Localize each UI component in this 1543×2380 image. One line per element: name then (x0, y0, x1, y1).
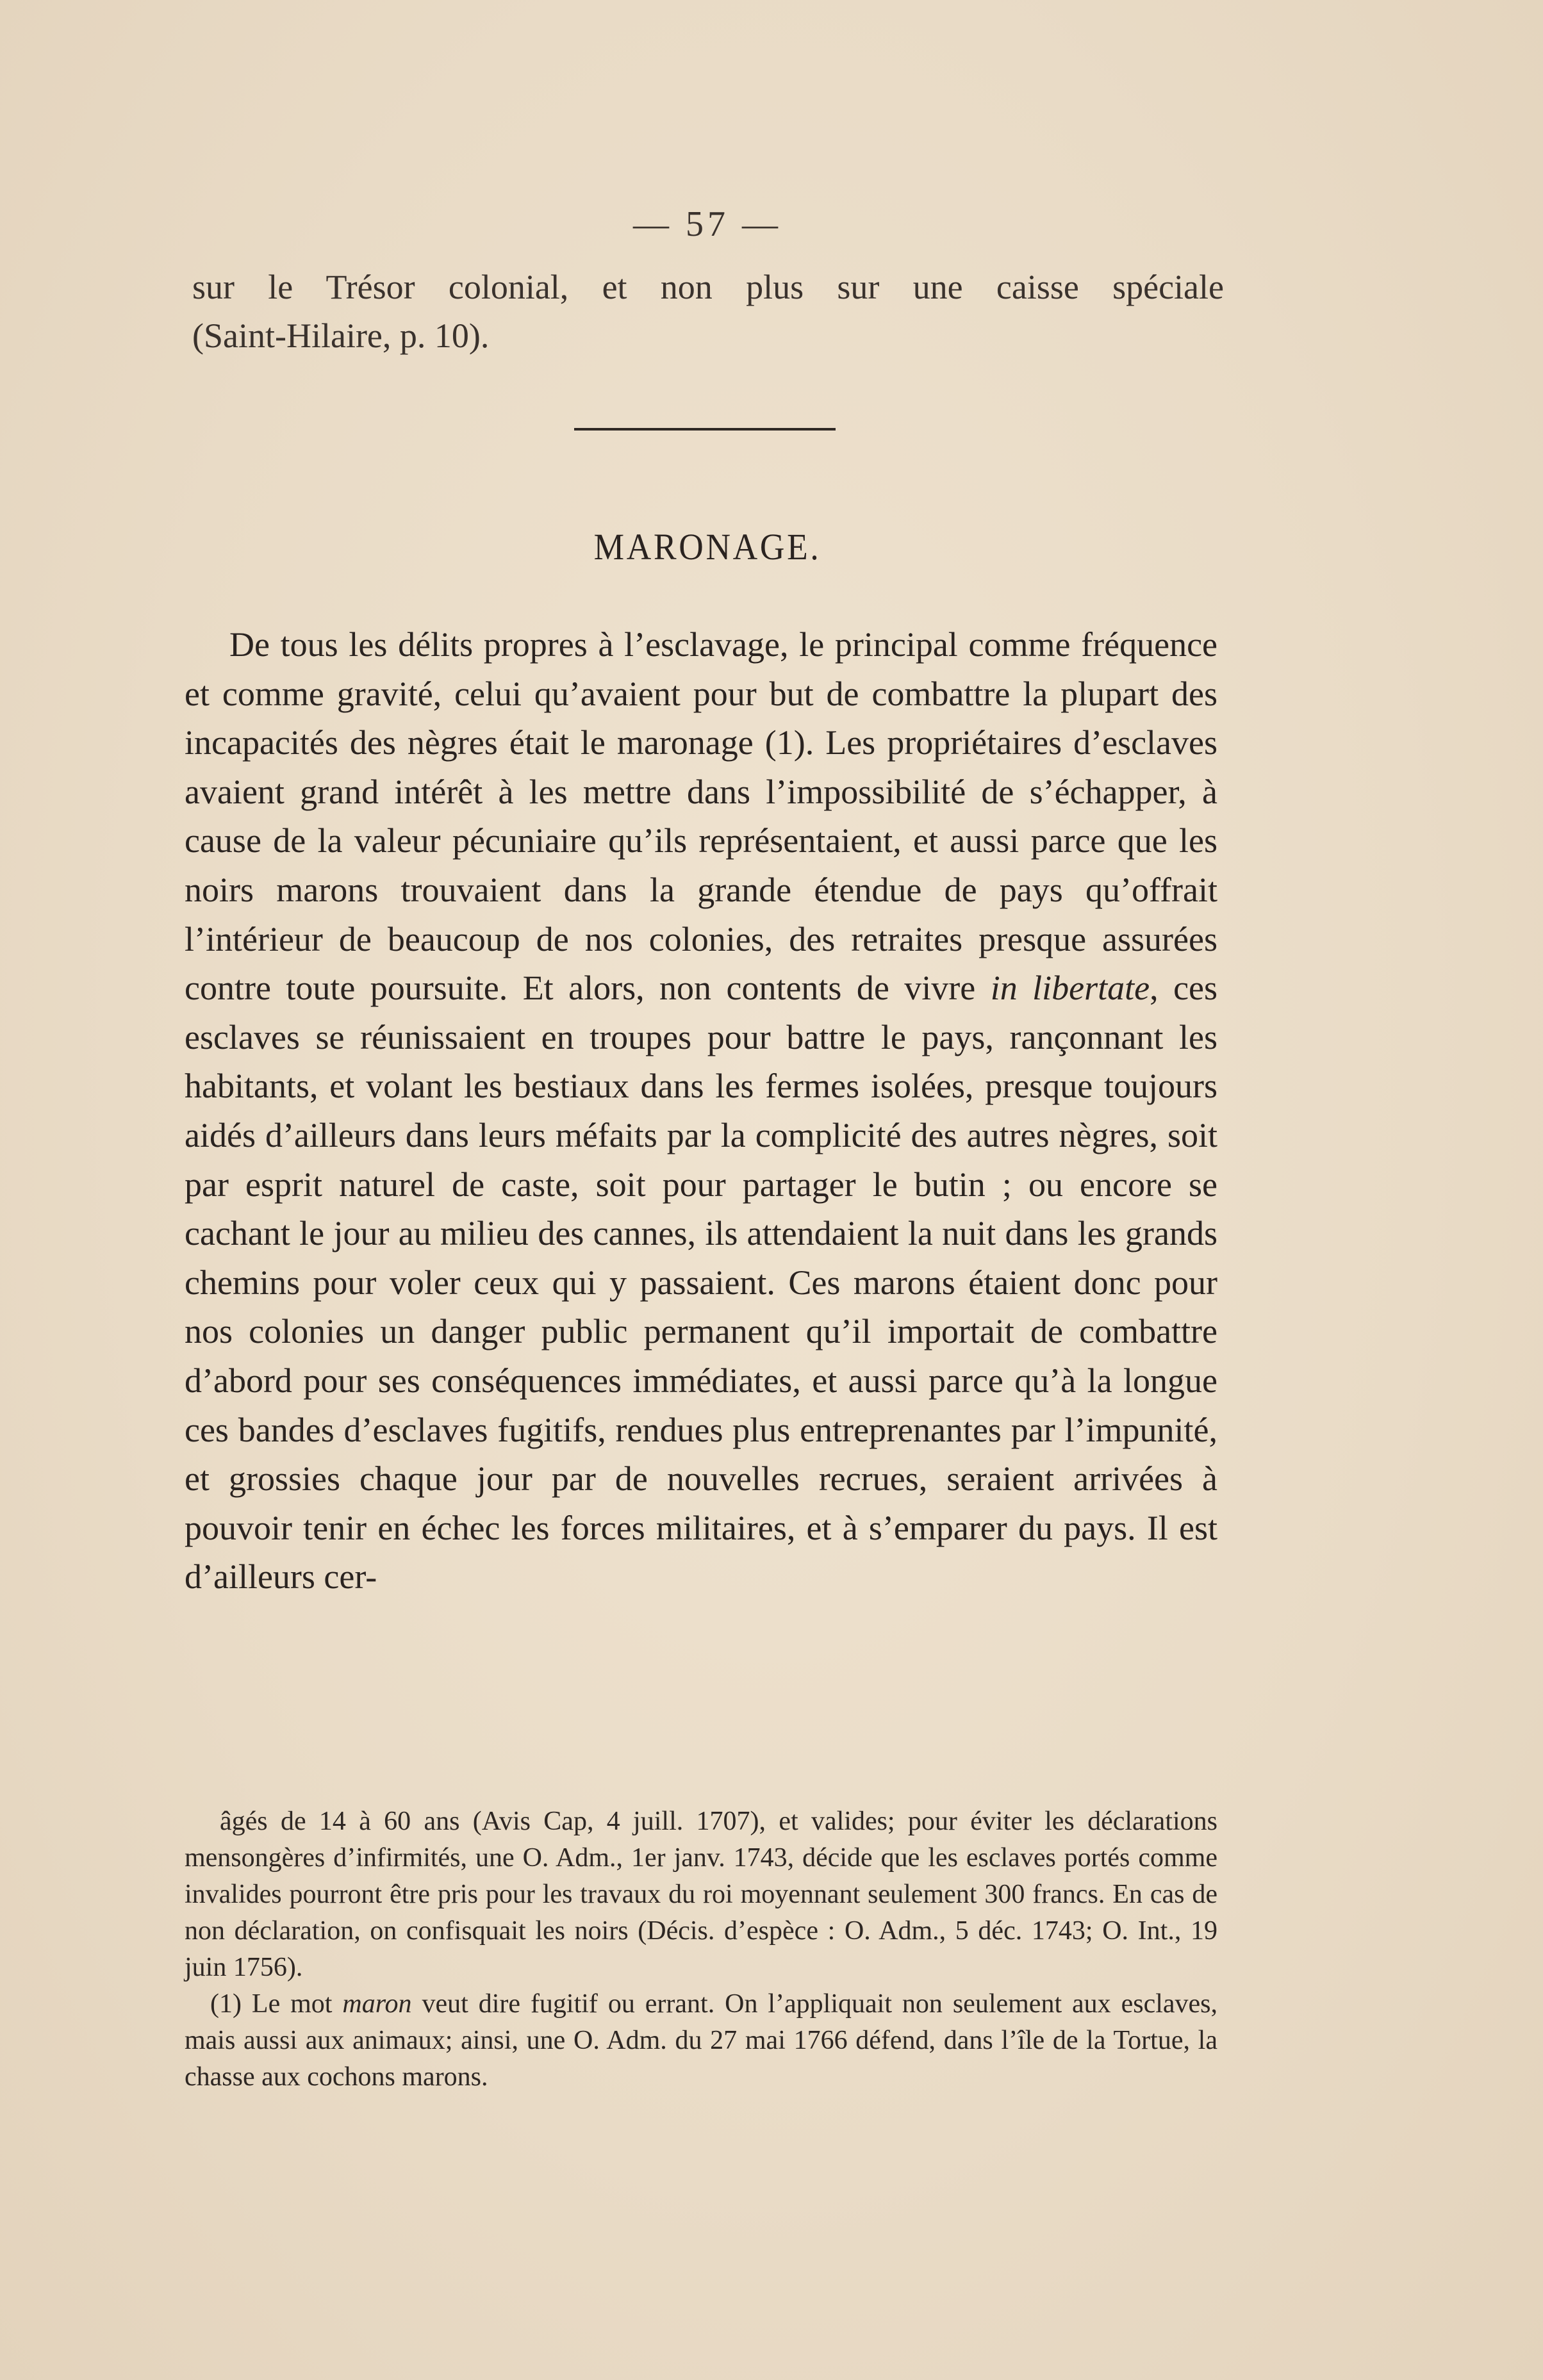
footnote-1-marker: (1) (210, 1989, 242, 2019)
continuation-paragraph (192, 263, 1224, 360)
footnote-1 (185, 1986, 1217, 2096)
section-title: MARONAGE. (593, 526, 821, 568)
body-italic-phrase: in libertate (990, 969, 1150, 1008)
footnote-1-italic: maron (342, 1989, 412, 2019)
main-body (185, 620, 1217, 1602)
body-paragraph (185, 620, 1217, 1602)
continuation-last-line: (Saint-Hilaire, p. 10). (192, 316, 490, 355)
section-divider (574, 428, 836, 431)
footnote-1-text-part1: Le mot (251, 1989, 333, 2019)
footnote-continued: âgés de 14 à 60 ans (Avis Cap, 4 juill. 1707), et valides; pour éviter les déclarations mensongères d’infirmités, une O. Adm., 1er janv. 1743, décide que les esclaves portés comme invalides pourront être pris pour les travaux du roi moyennant seulement 300 francs. En cas de non déclaration, on confisquait les noirs (Décis. d’espèce : O. Adm., 5 déc. 1743; O. Int., 19 juin 1756). (185, 1807, 1217, 1982)
footnotes (185, 1803, 1217, 2096)
footnote-1-text-part2: veut dire fugitif ou errant. On l’appliquait non seulement aux esclaves, mais aussi aux animaux; ainsi, une O. Adm. du 27 mai 1766 défend, dans l’île de la Tortue, la chasse aux cochons marons. (185, 1989, 1218, 2092)
continuation-line: sur le Trésor colonial, et non plus sur une caisse spéciale (192, 268, 1224, 306)
body-text-part1: De tous les délits propres à l’esclavage, le principal comme fréquence et comme gravité, celui qu’avaient pour but de combattre la plupart des incapacités des nègres était le maronage (1). Les propriétaires d’esclaves avaient grand intérêt à les mettre dans l’impossibilité de s’échapper, à cause de la valeur pécuniaire qu’ils représentaient, et aussi parce que les noirs marons trouvaient dans la grande étendue de pays qu’offrait l’intérieur de beaucoup de nos colonies, des retraites presque assurées contre toute poursuite. Et alors, non contents de vivre (185, 625, 1217, 1008)
page-number: — 57 — (633, 204, 782, 244)
body-text-part2: , ces esclaves se réunissaient en troupes pour battre le pays, rançonnant les habitants, et volant les bestiaux dans les fermes isolées, presque toujours aidés d’ailleurs dans leurs méfaits par la complicité des autres nègres, soit par esprit naturel de caste, soit pour partager le butin ; ou encore se cachant le jour au milieu des cannes, ils attendaient la nuit dans les grands chemins pour voler ceux qui y passaient. Ces marons étaient donc pour nos colonies un danger public permanent qu’il importait de combattre d’abord pour ses conséquences immédiates, et aussi parce qu’à la longue ces bandes d’esclaves fugitifs, rendues plus entreprenantes par l’impunité, et grossies chaque jour par de nouvelles recrues, seraient arrivées à pouvoir tenir en échec les forces militaires, et à s’emparer du pays. Il est d’ailleurs cer- (185, 969, 1218, 1596)
